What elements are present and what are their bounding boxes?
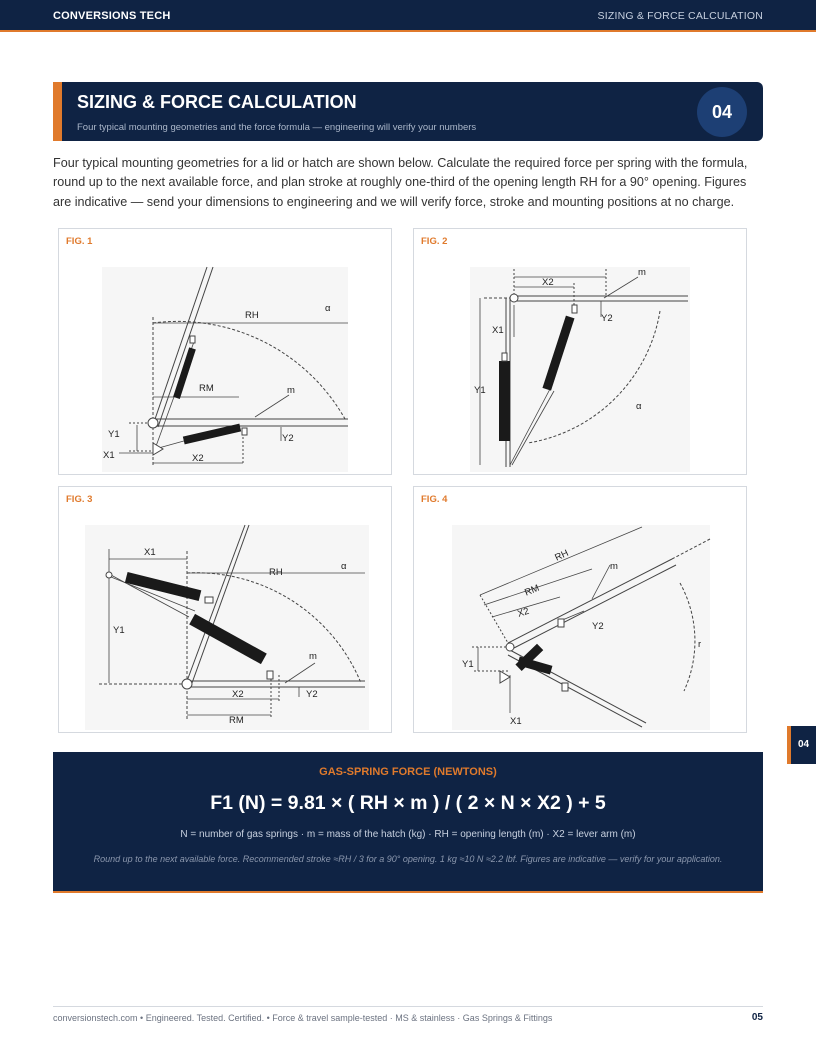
intro-paragraph: Four typical mounting geometries for a lid or hatch are shown below. Calculate the required force per spring with the formula, round up to the next available force, and plan stroke at roughly one-third of the opening length RH for a 90° opening. Figures are indicative — send your dimensions to engineering and we will verify force, stroke and mounting positions at no charge. [53, 156, 748, 209]
footer-text: conversionstech.com • Engineered. Tested. Certified. • Force & travel sample-tested · MS & stainless · Gas Springs & Fittings [53, 1013, 553, 1023]
fig2-label-y2: Y2 [601, 313, 613, 324]
fig1-label-y1: Y1 [108, 429, 120, 440]
formula-panel [53, 752, 763, 893]
fig4-label-rm: RM [523, 582, 541, 599]
fig4-label-m: m [610, 561, 618, 572]
figure-1 [58, 228, 392, 475]
page-footer [53, 1006, 763, 1023]
fig1-label-y2: Y2 [282, 433, 294, 444]
formula-note: Round up to the next available force. Recommended stroke ≈RH / 3 for a 90° opening. 1 kg ≈10 N ≈2.2 lbf. Figures are indicative — verify for your application. [93, 854, 723, 864]
formula-title: GAS-SPRING FORCE (NEWTONS) [319, 766, 497, 778]
fig3-label-rm: RM [229, 715, 244, 726]
fig4-label-rh: RH [553, 547, 571, 564]
figure-4-diagram [414, 487, 748, 734]
figure-2-label: FIG. 2 [421, 236, 448, 247]
page-number: 05 [751, 1012, 763, 1023]
fig1-label-alpha: α [325, 303, 331, 314]
fig1-label-rh: RH [245, 310, 259, 321]
fig4-label-y2: Y2 [592, 621, 604, 632]
fig2-label-x1: X1 [492, 325, 504, 336]
figure-3-label: FIG. 3 [66, 494, 93, 505]
figure-3 [58, 486, 392, 733]
formula-legend: N = number of gas springs · m = mass of the hatch (kg) · RH = opening length (m) · X2 = lever arm (m) [180, 829, 636, 840]
section-number-badge: 04 [697, 87, 747, 137]
fig4-label-r: r [698, 639, 702, 650]
figure-4-label: FIG. 4 [421, 494, 448, 505]
figure-4 [413, 486, 747, 733]
fig3-label-rh: RH [269, 567, 283, 578]
fig2-label-x2: X2 [542, 277, 554, 288]
fig3-label-m: m [309, 651, 317, 662]
fig1-label-x2: X2 [192, 453, 204, 464]
brand-name: CONVERSIONS TECH [53, 10, 171, 22]
fig1-label-rm: RM [199, 383, 214, 394]
formula-equation: F1 (N) = 9.81 × ( RH × m ) / ( 2 × N × X2 ) + 5 [210, 792, 606, 814]
fig1-label-m: m [287, 385, 295, 396]
section-subtitle: Four typical mounting geometries and the force formula — engineering will verify your numbers [77, 122, 477, 133]
fig3-label-x1: X1 [144, 547, 156, 558]
page-header [0, 0, 816, 32]
section-title: SIZING & FORCE CALCULATION [77, 92, 357, 112]
fig4-label-x1: X1 [510, 716, 522, 727]
fig1-label-x1: X1 [103, 450, 115, 461]
fig4-label-x2: X2 [516, 605, 531, 620]
figure-1-label: FIG. 1 [66, 236, 93, 247]
section-name: SIZING & FORCE CALCULATION [597, 10, 763, 22]
fig2-label-y1: Y1 [474, 385, 486, 396]
fig3-label-x2: X2 [232, 689, 244, 700]
fig4-label-y1: Y1 [462, 659, 474, 670]
figure-3-diagram [59, 487, 393, 734]
figure-2-diagram [414, 229, 748, 476]
section-banner [53, 82, 763, 141]
figure-1-diagram [59, 229, 393, 476]
figure-2 [413, 228, 747, 475]
fig2-label-m: m [638, 267, 646, 278]
fig2-label-alpha: α [636, 401, 642, 412]
fig3-label-alpha: α [341, 561, 347, 572]
fig3-label-y2: Y2 [306, 689, 318, 700]
side-section-tab[interactable]: 04 [787, 726, 816, 764]
fig3-label-y1: Y1 [113, 625, 125, 636]
